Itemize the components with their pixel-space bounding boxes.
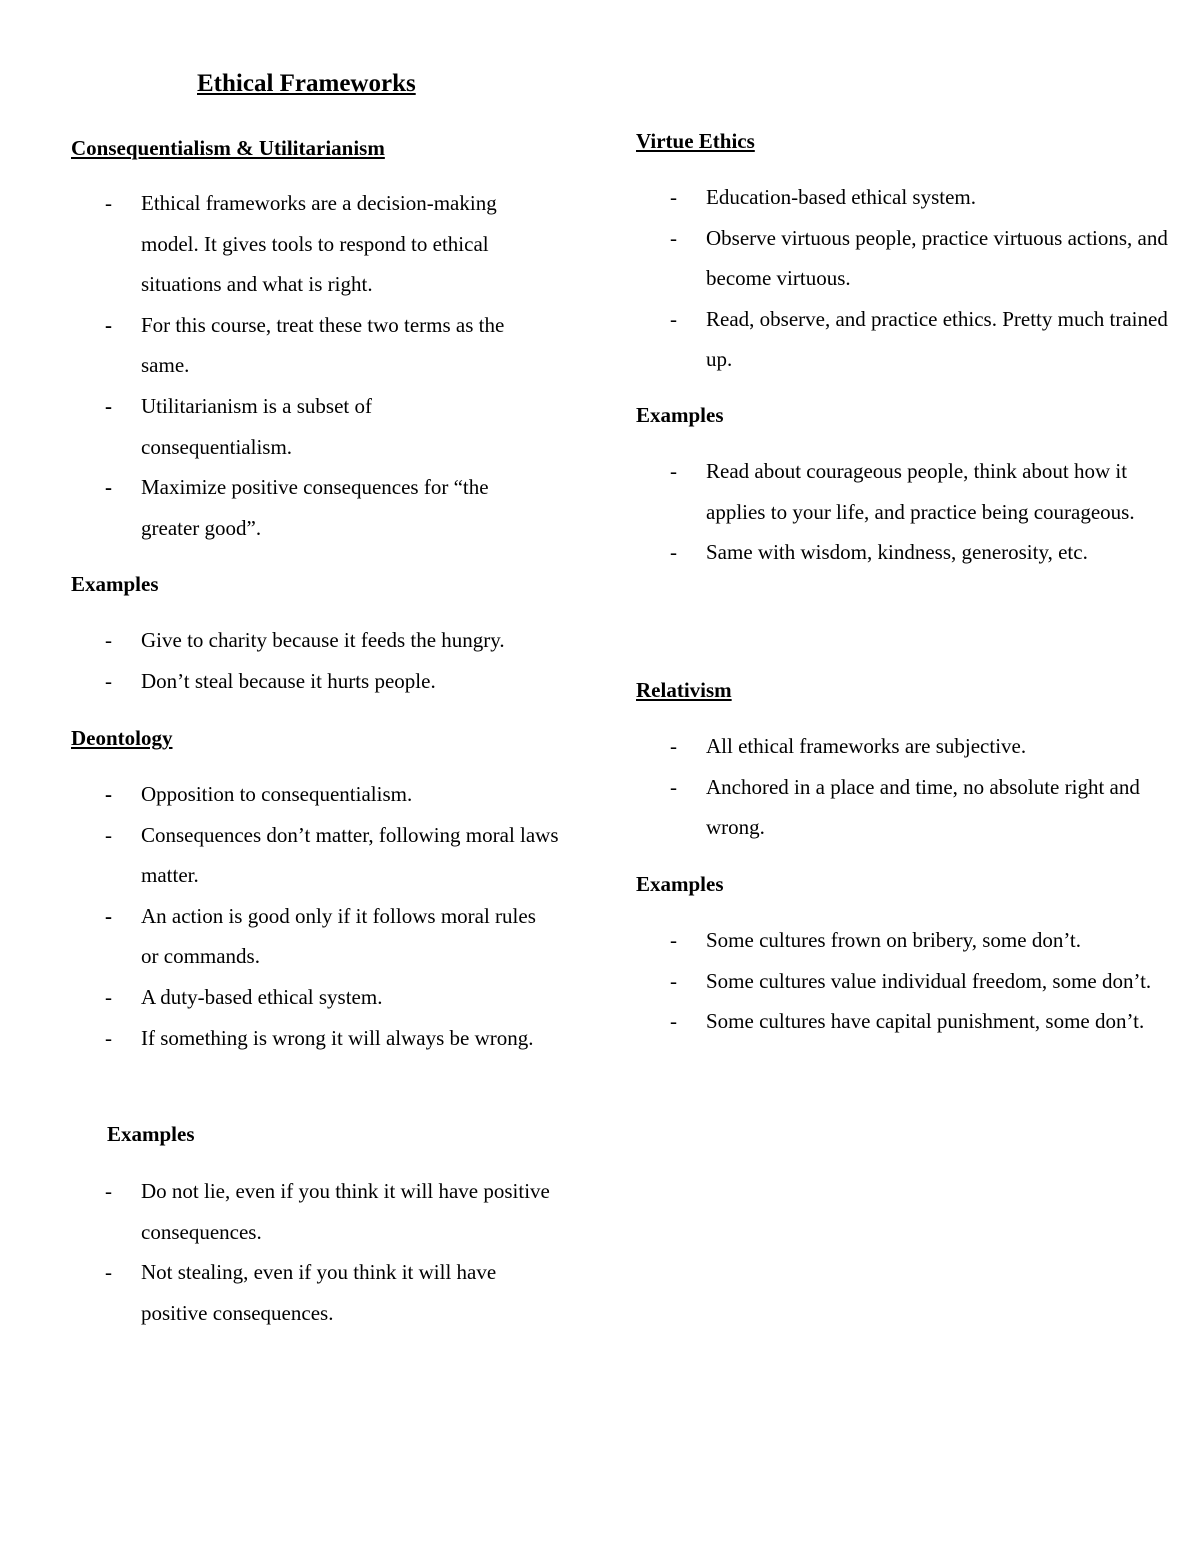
section-heading-virtue-ethics: Virtue Ethics xyxy=(636,129,755,153)
list-item: - Utilitarianism is a subset of consequentialism. xyxy=(105,393,372,459)
list-item: - Some cultures have capital punishment, some don’t. xyxy=(670,1009,1145,1034)
list-item: - Not stealing, even if you think it will have positive consequences. xyxy=(105,1260,497,1325)
list-item: - Opposition to consequentialism. xyxy=(105,782,413,806)
relativism-list xyxy=(636,726,1156,848)
list-item: - A duty-based ethical system. xyxy=(105,984,383,1009)
list-item: - Some cultures frown on bribery, some don’t. xyxy=(670,928,1082,952)
relativism-examples-list xyxy=(636,920,1176,1042)
page-title: Ethical Frameworks xyxy=(197,70,416,97)
list-item: - Same with wisdom, kindness, generosity, etc. xyxy=(670,540,1088,565)
examples-heading: Examples xyxy=(71,572,159,596)
consequentialism-examples-list xyxy=(71,620,571,701)
examples-heading: Examples xyxy=(636,872,724,896)
list-item: - Observe virtuous people, practice virtuous actions, and become virtuous. xyxy=(670,225,1168,291)
list-item: - Ethical frameworks are a decision-making model. It gives tools to respond to ethical situations and what is right. xyxy=(105,191,497,297)
deontology-examples-list xyxy=(71,1171,571,1333)
list-item: - An action is good only if it follows moral rules or commands. xyxy=(105,903,536,969)
list-item: - If something is wrong it will always be wrong. xyxy=(105,1025,534,1050)
list-item: - Consequences don’t matter, following moral laws matter. xyxy=(105,822,559,888)
list-item: - Don’t steal because it hurts people. xyxy=(105,668,436,693)
consequentialism-list xyxy=(71,183,571,548)
list-item: - Anchored in a place and time, no absolute right and wrong. xyxy=(670,774,1140,840)
list-item: - Maximize positive consequences for “the greater good”. xyxy=(105,475,489,540)
list-item: - Education-based ethical system. xyxy=(670,185,976,209)
virtue-ethics-list xyxy=(636,177,1168,380)
list-item: - Read about courageous people, think about how it applies to your life, and practice being courageous. xyxy=(670,459,1135,524)
list-item: - Read, observe, and practice ethics. Pretty much trained up. xyxy=(670,306,1168,372)
section-heading-deontology: Deontology xyxy=(71,726,173,750)
list-item: - Some cultures value individual freedom, some don’t. xyxy=(670,968,1152,993)
list-item: - Do not lie, even if you think it will have positive consequences. xyxy=(105,1179,550,1244)
virtue-examples-list xyxy=(636,451,1156,573)
list-item: - Give to charity because it feeds the hungry. xyxy=(105,628,505,652)
list-item: - All ethical frameworks are subjective. xyxy=(670,734,1027,758)
examples-heading: Examples xyxy=(107,1122,195,1146)
examples-heading: Examples xyxy=(636,403,724,427)
section-heading-consequentialism: Consequentialism & Utilitarianism xyxy=(71,136,385,160)
list-item: - For this course, treat these two terms as the same. xyxy=(105,312,505,378)
section-heading-relativism: Relativism xyxy=(636,678,732,702)
deontology-list xyxy=(71,774,571,1058)
